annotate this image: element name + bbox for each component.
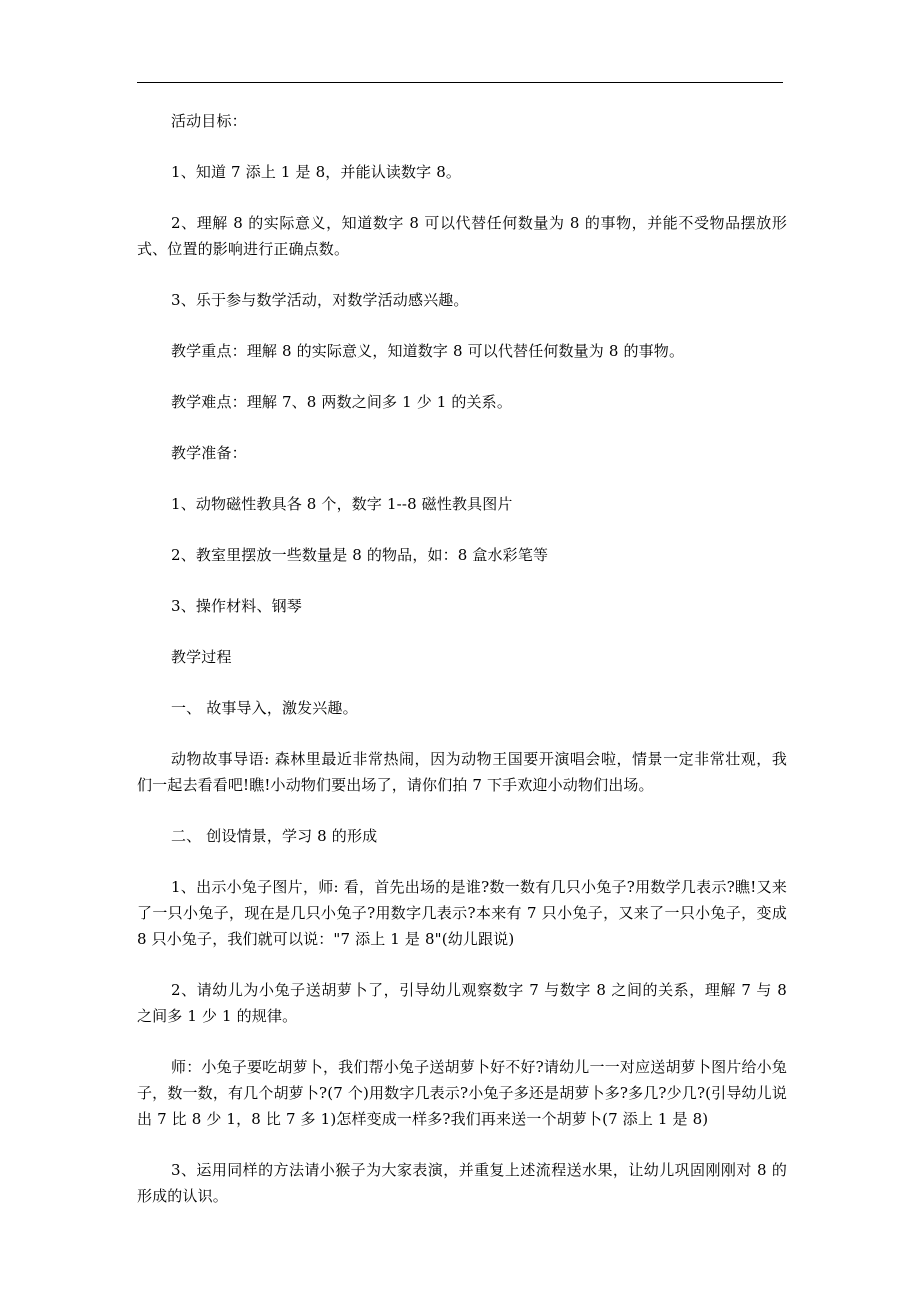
process-paragraph: 3、运用同样的方法请小猴子为大家表演，并重复上述流程送水果，让幼儿巩固刚刚对 8 的形成的认识。 (137, 1161, 787, 1205)
section-heading-preparation: 教学准备： (171, 444, 247, 462)
teaching-difficulty: 教学难点：理解 7、8 两数之间多 1 少 1 的关系。 (171, 393, 512, 411)
process-paragraph: 师：小兔子要吃胡萝卜，我们帮小兔子送胡萝卜好不好?请幼儿一一对应送胡萝卜图片给小兔子，数一数，有几个胡萝卜?(7 个)用数字几表示?小兔子多还是胡萝卜多?多几?少几?(引导幼儿说出 7 比 8 少 1，8 比 7 多 1)怎样变成一样多?我们再来送一个胡萝卜(7 添上 1 是 8) (137, 1058, 787, 1128)
process-step-heading: 二、 创设情景，学习 8 的形成 (171, 827, 378, 845)
goal-item: 2、理解 8 的实际意义，知道数字 8 可以代替任何数量为 8 的事物，并能不受物品摆放形式、位置的影响进行正确点数。 (137, 214, 787, 258)
section-heading-process: 教学过程 (171, 648, 232, 666)
goal-item: 3、乐于参与数学活动，对数学活动感兴趣。 (171, 291, 469, 309)
header-rule (137, 82, 783, 83)
story-intro-paragraph: 动物故事导语: 森林里最近非常热闹，因为动物王国要开演唱会啦，情景一定非常壮观，我们一起去看看吧!瞧!小动物们要出场了，请你们拍 7 下手欢迎小动物们出场。 (137, 750, 787, 794)
preparation-item: 1、动物磁性教具各 8 个，数字 1--8 磁性教具图片 (171, 495, 513, 513)
process-paragraph: 1、出示小兔子图片，师: 看，首先出场的是谁?数一数有几只小兔子?用数学几表示?瞧!又来了一只小兔子，现在是几只小兔子?用数字几表示?本来有 7 只小兔子，又来了一只小兔子，变成 8 只小兔子，我们就可以说："7 添上 1 是 8"(幼儿跟说) (137, 878, 787, 948)
preparation-item: 3、操作材料、钢琴 (171, 597, 302, 615)
preparation-item: 2、教室里摆放一些数量是 8 的物品，如：8 盒水彩笔等 (171, 546, 549, 564)
document-body (137, 108, 787, 1234)
teaching-focus: 教学重点：理解 8 的实际意义，知道数字 8 可以代替任何数量为 8 的事物。 (171, 342, 685, 360)
goal-item: 1、知道 7 添上 1 是 8，并能认读数字 8。 (171, 163, 462, 181)
section-heading-goals: 活动目标： (171, 112, 247, 130)
process-paragraph: 2、请幼儿为小兔子送胡萝卜了，引导幼儿观察数字 7 与数字 8 之间的关系，理解 7 与 8 之间多 1 少 1 的规律。 (137, 981, 787, 1025)
process-step-heading: 一、 故事导入，激发兴趣。 (171, 699, 358, 717)
